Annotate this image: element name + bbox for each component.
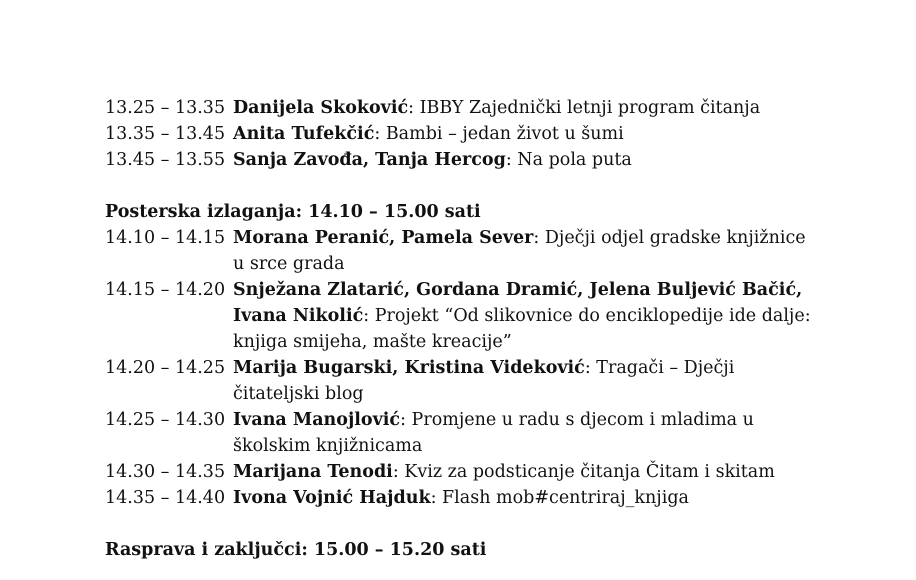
entry-line (233, 225, 895, 251)
entry-time: 14.30 – 14.35 (105, 462, 226, 482)
entry-title: : Projekt “Od slikovnice do enciklopedije ide dalje: (363, 306, 811, 326)
program-entry (105, 355, 895, 407)
entry-author: Ivana Manojlović (233, 410, 401, 430)
entry-time: 14.25 – 14.30 (105, 410, 226, 430)
entry-content (233, 121, 895, 147)
entry-content (233, 147, 895, 173)
entry-line (233, 147, 895, 173)
entry-author: Sanja Zavođa, Tanja Hercog (233, 150, 506, 170)
entry-content (233, 485, 895, 511)
entry-title: : Kviz za podsticanje čitanja Čitam i skitam (392, 462, 775, 482)
entry-time: 14.15 – 14.20 (105, 280, 226, 300)
entry-content (233, 355, 895, 407)
entry-title-continuation: školskim knjižnicama (233, 436, 423, 456)
entry-author-continuation: Ivana Nikolić (233, 306, 364, 326)
entry-line (233, 95, 895, 121)
entry-author: Anita Tufekčić (233, 124, 375, 144)
entry-title: : Bambi – jedan život u šumi (374, 124, 624, 144)
entry-title: : Na pola puta (505, 150, 632, 170)
entry-author: Marija Bugarski, Kristina Videković (233, 358, 585, 378)
entry-time: 14.10 – 14.15 (105, 228, 226, 248)
entry-author: Snježana Zlatarić, Gordana Dramić, Jelena Buljević Bačić, (233, 280, 803, 300)
entry-line (233, 121, 895, 147)
entry-time: 13.25 – 13.35 (105, 98, 226, 118)
program-entry (105, 459, 895, 485)
program-entry (105, 407, 895, 459)
program-entry (105, 225, 895, 277)
entry-title: : Tragači – Dječji (584, 358, 735, 378)
entry-title-continuation: knjiga smijeha, mašte kreacije” (233, 332, 512, 352)
program-entry (105, 121, 895, 147)
entry-title: : Dječji odjel gradske knjižnice (533, 228, 806, 248)
program-entry (105, 95, 895, 121)
entry-author: Marijana Tenodi (233, 462, 393, 482)
entry-author: Morana Peranić, Pamela Sever (233, 228, 534, 248)
entry-content (233, 277, 895, 355)
entry-title-continuation: u srce grada (233, 254, 345, 274)
entry-time: 13.45 – 13.55 (105, 150, 226, 170)
entry-line (233, 355, 895, 381)
entry-time: 13.35 – 13.45 (105, 124, 226, 144)
entry-line (233, 485, 895, 511)
entry-content (233, 459, 895, 485)
entry-title: : Promjene u radu s djecom i mladima u (400, 410, 754, 430)
poster-session-heading: Posterska izlaganja: 14.10 – 15.00 sati (105, 202, 481, 222)
program-entry (105, 485, 895, 511)
document-page (105, 95, 895, 563)
program-entry (105, 277, 895, 355)
section-gap (105, 511, 895, 537)
entry-title-continuation: čitateljski blog (233, 384, 364, 404)
entry-time: 14.35 – 14.40 (105, 488, 226, 508)
entry-line (233, 407, 895, 433)
entry-line (233, 459, 895, 485)
section-gap (105, 173, 895, 199)
entry-title: : Flash mob#centriraj_knjiga (430, 488, 689, 508)
entry-author: Ivona Vojnić Hajduk (233, 488, 431, 508)
entry-line (233, 303, 895, 329)
entry-content (233, 225, 895, 277)
program-entry (105, 147, 895, 173)
entry-content (233, 407, 895, 459)
entry-title: : IBBY Zajednički letnji program čitanja (408, 98, 761, 118)
discussion-heading: Rasprava i zaključci: 15.00 – 15.20 sati (105, 540, 487, 560)
entry-author: Danijela Skoković (233, 98, 409, 118)
entry-time: 14.20 – 14.25 (105, 358, 226, 378)
entry-content (233, 95, 895, 121)
